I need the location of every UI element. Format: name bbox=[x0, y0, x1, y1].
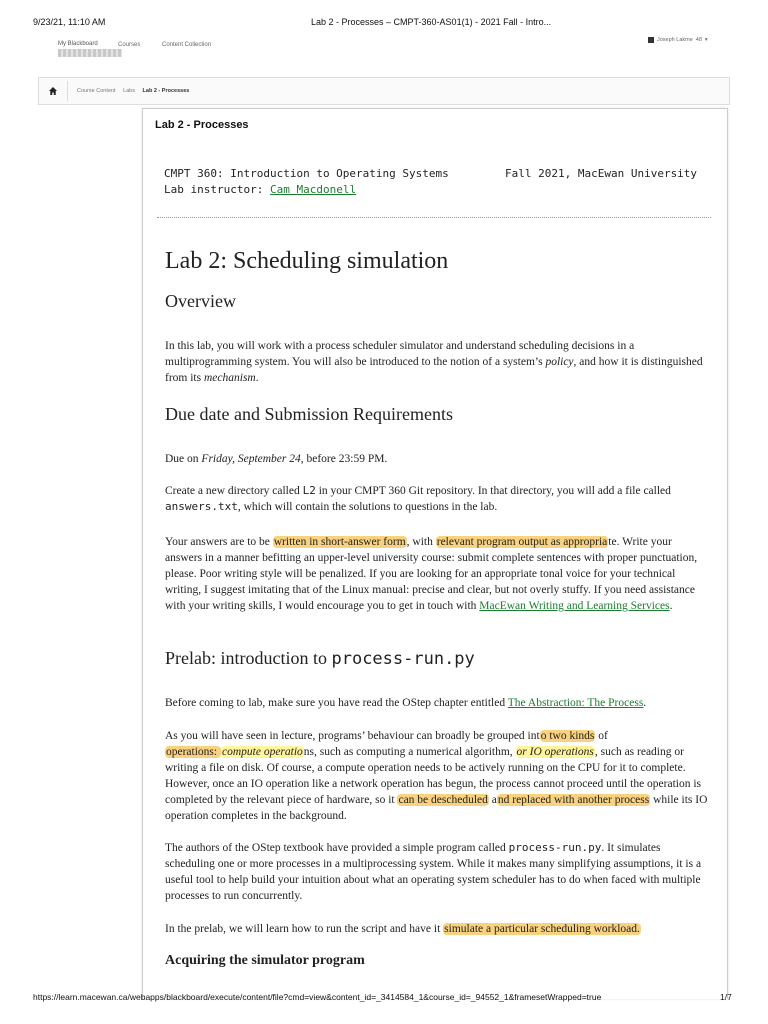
workload-paragraph: In the prelab, we will learn how to run the script and have it simulate a particular scheduling workload. bbox=[165, 923, 640, 935]
print-footer-url: https://learn.macewan.ca/webapps/blackboard/execute/content/file?cmd=view&content_id=_3414584_1&course_id=_94552_1&framesetWrapped=true bbox=[33, 992, 602, 1002]
breadcrumb-trail bbox=[77, 88, 189, 94]
overview-heading: Overview bbox=[165, 291, 236, 311]
page-title: Lab 2: Scheduling simulation bbox=[165, 248, 449, 274]
print-header-title: Lab 2 - Processes – CMPT-360-AS01(1) - 2021 Fall - Intro... bbox=[311, 17, 552, 27]
logo-graphic bbox=[58, 49, 122, 57]
answers-paragraph: Your answers are to be written in short-answer form, with relevant program output as appropriate. Write your answers in a manner befitting an upper-level university course: submit complete sentences with proper punctuation, please. Poor writing style will be penalized. If you are looking for an appropriate tonal voice for your technical writing, I suggest imitating that of the Linux manual: precise and clear, but not overly stuffy. If you need assistance with your writing skills, I would encourage you to get in touch with MacEwan Writing and Learning Services. bbox=[165, 536, 698, 612]
nav-content-collection-link[interactable]: Content Collection bbox=[162, 42, 212, 48]
ostep-chapter-link[interactable]: The Abstraction: The Process bbox=[507, 697, 644, 709]
highlight: relevant program output as appropria bbox=[436, 536, 608, 548]
logo-text: My Blackboard bbox=[58, 41, 98, 47]
breadcrumb-labs[interactable]: Labs bbox=[123, 88, 135, 94]
breadcrumb bbox=[38, 77, 730, 105]
print-header-datetime: 9/23/21, 11:10 AM bbox=[33, 17, 106, 27]
breadcrumb-current: Lab 2 - Processes bbox=[142, 88, 190, 94]
highlight: written in short-answer form bbox=[273, 536, 406, 548]
blackboard-logo[interactable] bbox=[58, 41, 122, 59]
highlight: or IO operations bbox=[516, 746, 594, 758]
highlight: operations: bbox=[166, 746, 220, 758]
user-menu[interactable] bbox=[648, 37, 708, 43]
home-icon[interactable] bbox=[48, 86, 58, 96]
breadcrumb-divider bbox=[67, 81, 68, 101]
instructor-link[interactable]: Cam Macdonell bbox=[269, 183, 357, 196]
process-run-paragraph: The authors of the OStep textbook have provided a simple program called process-run.py. It simulates scheduling one or more processes in a multiprocessing system. While it makes many simplifying assumptions, it is a useful tool to help build your intuition about what an operating system scheduler has to do when faced with multiple processes to run concurrently. bbox=[165, 841, 702, 902]
highlight: can be descheduled bbox=[398, 794, 488, 806]
instructor-line bbox=[164, 183, 356, 196]
instructor-label: Lab instructor: bbox=[164, 183, 270, 196]
notification-count: 48 bbox=[695, 37, 702, 43]
due-heading: Due date and Submission Requirements bbox=[165, 404, 453, 424]
frame-title: Lab 2 - Processes bbox=[155, 119, 249, 131]
highlight: o two kinds bbox=[540, 730, 595, 742]
highlight: simulate a particular scheduling workload. bbox=[444, 923, 640, 935]
prelab-heading: Prelab: introduction to process-run.py bbox=[165, 648, 475, 669]
operations-paragraph: As you will have seen in lecture, programs’ behaviour can broadly be grouped into two kinds of operations: compute operations, such as computing a numerical algorithm, or IO operations, such as reading or writing a file on disk. Of course, a compute operation needs to be actively running on the CPU for it to complete. However, once an IO operation like a network operation has begun, the process cannot proceed until the operation is completed by the relevant piece of hardware, so it can be descheduled and replaced with another process while its IO operation completes in the background. bbox=[165, 730, 708, 822]
course-term: Fall 2021, MacEwan University bbox=[505, 167, 698, 180]
chevron-down-icon: ▾ bbox=[704, 37, 708, 43]
breadcrumb-course-content[interactable]: Course Content bbox=[77, 88, 116, 94]
due-date-paragraph: Due on Friday, September 24, before 23:59 PM. bbox=[165, 453, 388, 465]
highlight: compute operatio bbox=[221, 746, 303, 758]
prelab-reading-paragraph: Before coming to lab, make sure you have read the OStep chapter entitled The Abstraction: The Process. bbox=[165, 697, 647, 709]
course-name: CMPT 360: Introduction to Operating Systems bbox=[164, 167, 449, 180]
overview-paragraph: In this lab, you will work with a process scheduler simulator and understand scheduling decisions in a multiprogramming system. You will also be introduced to the notion of a system’s policy, and how it is distinguished from its mechanism. bbox=[165, 340, 703, 384]
submission-paragraph: Create a new directory called L2 in your CMPT 360 Git repository. In that directory, you will add a file called answers.txt, which will contain the solutions to questions in the lab. bbox=[165, 484, 671, 513]
acquiring-heading: Acquiring the simulator program bbox=[165, 953, 365, 968]
writing-services-link[interactable]: MacEwan Writing and Learning Services bbox=[479, 600, 670, 612]
print-footer-page: 1/7 bbox=[720, 992, 732, 1002]
highlight: nd replaced with another process bbox=[497, 794, 650, 806]
avatar bbox=[648, 37, 654, 43]
nav-courses-link[interactable]: Courses bbox=[118, 42, 141, 48]
user-name: Joseph Lakme bbox=[657, 37, 693, 43]
dotted-divider bbox=[157, 217, 711, 218]
